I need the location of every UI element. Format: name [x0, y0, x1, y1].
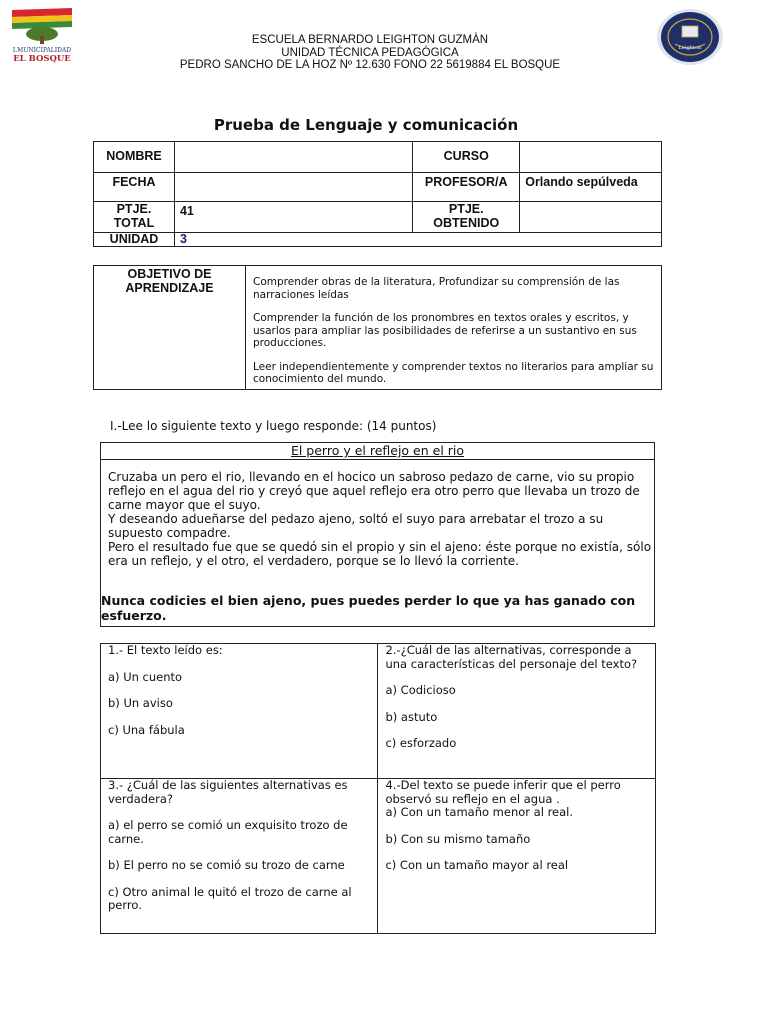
school-name: ESCUELA BERNARDO LEIGHTON GUZMÀN: [251, 34, 489, 46]
answer-option[interactable]: a) Un cuento: [108, 669, 183, 684]
answer-option[interactable]: c) Con un tamaño mayor al real: [385, 858, 569, 872]
student-info-table: [93, 141, 662, 247]
question-2: [378, 644, 656, 779]
curso-field[interactable]: [520, 142, 662, 173]
reading-paragraph: Pero el resultado fue que se quedó sin el propio y sin el ajeno: éste porque no existía, sólo era un reflejo, y el otro, el verdadero, porque se lo llevó la corriente.: [108, 540, 652, 568]
profesor-value: Orlando sepúlveda: [520, 173, 662, 202]
school-unit: UNIDAD TÉCNICA PEDAGÓGICA: [281, 46, 459, 59]
reading-title: El perro y el reflejo en el rio: [290, 443, 465, 458]
question-3: [101, 779, 378, 934]
reading-body: [108, 470, 653, 568]
ptje-obtenido-label: PTJE. OBTENIDO: [413, 202, 520, 233]
school-info: [140, 34, 600, 72]
question-text: 3.- ¿Cuál de las siguientes alternativas es verdadera?: [108, 778, 348, 806]
nombre-field[interactable]: [174, 142, 412, 173]
objective-item: Leer independientemente y comprender textos no literarios para ampliar su conocimiento del mundo.: [253, 360, 654, 385]
svg-text:EL BOSQUE: EL BOSQUE: [13, 54, 71, 64]
reading-box: [100, 442, 655, 627]
objective-item: Comprender la función de los pronombres en textos orales y escritos, y usarlos para ampliar las posibilidades de referirse a un sustantivo en sus producciones.: [253, 312, 637, 349]
learning-objective-table: [93, 265, 662, 390]
question-text: 2.-¿Cuál de las alternativas, corresponde a una características del personaje del texto?: [385, 643, 638, 671]
unidad-value: 3: [174, 233, 661, 247]
objective-text: [246, 266, 662, 390]
svg-text:Leighton: Leighton: [678, 45, 702, 51]
school-seal: [655, 8, 725, 66]
question-text: 4.-Del texto se puede inferir que el perro observó su reflejo en el agua .: [385, 778, 621, 806]
fecha-label: FECHA: [94, 173, 175, 202]
question-4: [378, 779, 656, 934]
ptje-obtenido-field[interactable]: [520, 202, 662, 233]
ptje-total-label: PTJE. TOTAL: [94, 202, 175, 233]
reading-paragraph: Cruzaba un pero el rio, llevando en el hocico un sabroso pedazo de carne, vio su propio reflejo en el agua del rio y creyó que aquel reflejo era otro perro que llevaba un trozo de carne mayor que el suyo.: [108, 470, 640, 512]
answer-option[interactable]: c) Otro animal le quitó el trozo de carne al perro.: [108, 884, 352, 912]
test-title: Prueba de Lenguaje y comunicación: [213, 116, 519, 134]
curso-label: CURSO: [413, 142, 520, 173]
answer-option[interactable]: a) Con un tamaño menor al real.: [385, 805, 574, 819]
reading-paragraph: Y deseando adueñarse del pedazo ajeno, soltó el suyo para arrebatar el trozo a su supuesto compadre.: [108, 512, 604, 540]
answer-option[interactable]: b) El perro no se comió su trozo de carne: [108, 858, 345, 872]
school-address: PEDRO SANCHO DE LA HOZ Nº 12.630 FONO 22 5619884 EL BOSQUE: [179, 59, 561, 71]
answer-option[interactable]: b) astuto: [385, 709, 438, 724]
answer-option[interactable]: a) el perro se comió un exquisito trozo de carne.: [108, 818, 348, 846]
answer-option[interactable]: a) Codicioso: [385, 683, 456, 697]
ptje-total-value: 41: [174, 202, 412, 233]
questions-table: [100, 643, 656, 934]
reading-moral: Nunca codicies el bien ajeno, pues puedes perder lo que ya has ganado con esfuerzo.: [101, 593, 636, 623]
page-header: [0, 0, 768, 80]
answer-option[interactable]: b) Un aviso: [108, 696, 173, 710]
answer-option[interactable]: b) Con su mismo tamaño: [385, 831, 531, 846]
question-1: [101, 644, 378, 779]
objective-label: OBJETIVO DE APRENDIZAJE: [94, 266, 246, 390]
answer-option[interactable]: c) Una fábula: [108, 722, 185, 737]
profesor-label: PROFESOR/A: [413, 173, 520, 202]
fecha-field[interactable]: [174, 173, 412, 202]
reading-divider: [101, 459, 654, 460]
unidad-label: UNIDAD: [94, 233, 175, 247]
nombre-label: NOMBRE: [94, 142, 175, 173]
section-instruction: I.-Lee lo siguiente texto y luego responde: (14 puntos): [110, 419, 437, 433]
svg-text:I.MUNICIPALIDAD: I.MUNICIPALIDAD: [12, 47, 72, 54]
municipality-logo: [8, 6, 76, 66]
objective-item: Comprender obras de la literatura, Profundizar su comprensión de las narraciones leídas: [253, 276, 620, 301]
question-text: 1.- El texto leído es:: [108, 643, 223, 657]
answer-option[interactable]: c) esforzado: [385, 736, 457, 750]
